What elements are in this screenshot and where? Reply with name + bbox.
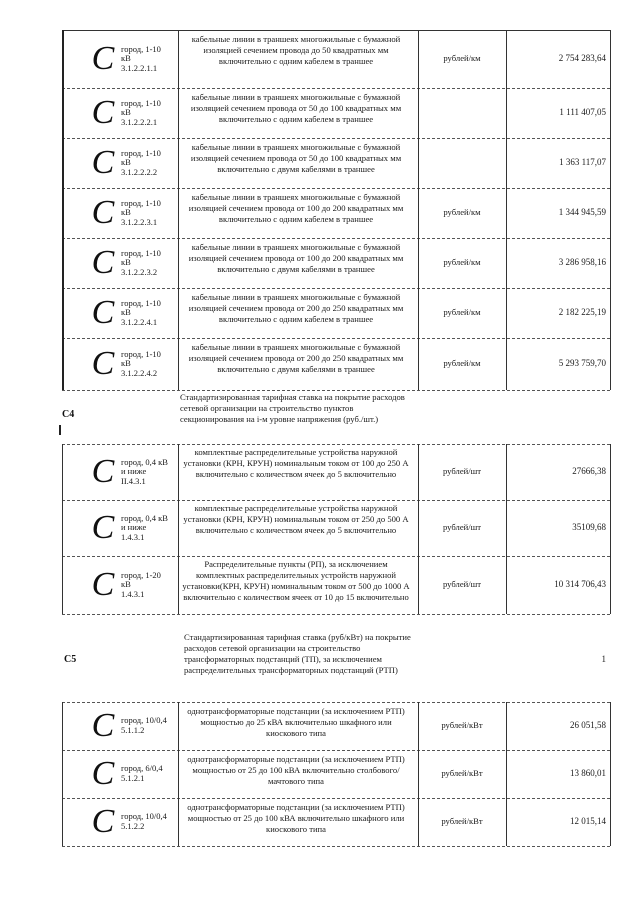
table-row: [0, 338, 640, 390]
row-unit: рублей/кВт: [441, 816, 483, 826]
row-value: 12 015,14: [570, 816, 606, 826]
row-code-line: кВ: [121, 307, 131, 318]
row-divider: [62, 390, 610, 391]
row-code: [121, 45, 177, 74]
row-glyph: C: [91, 566, 115, 603]
row-value: 35109,68: [572, 522, 606, 532]
row-value: 2 182 225,19: [558, 307, 606, 317]
row-code: [121, 716, 177, 735]
row-code-line: город, 0,4 кВ: [121, 456, 168, 467]
row-glyph: C: [91, 509, 115, 546]
row-code-line: город, 1-10: [121, 147, 161, 158]
table-row: [0, 188, 640, 238]
row-code-line: город, 6/0,4: [121, 763, 163, 774]
row-description: кабельные линии в траншеях многожильные с бумажной изоляцией сечением провода до 50 квадратных мм включительно с одним кабелем в траншее: [191, 34, 401, 66]
row-unit: рублей/км: [443, 53, 481, 63]
row-code-line: кВ: [121, 53, 131, 64]
table-row: [0, 702, 640, 750]
section-label-c4: С4: [62, 409, 75, 420]
row-divider: [62, 500, 610, 501]
row-value: 2 754 283,64: [558, 53, 606, 63]
row-divider: [62, 614, 610, 615]
row-value: 1 363 117,07: [559, 157, 606, 167]
row-description: однотрансформаторные подстанции (за исключением РТП) мощностью до 25 кВА включительно шкафного или киоскового типа: [187, 706, 405, 738]
row-description: кабельные линии в траншеях многожильные с бумажной изоляцией сечением провода от 100 до 200 квадратных мм включительно с одним кабелем в траншее: [188, 192, 404, 224]
row-value: 1 111 407,05: [559, 107, 606, 117]
margin-mark: [59, 425, 61, 435]
table-row: [0, 288, 640, 338]
table-row: [0, 238, 640, 288]
row-divider: [62, 138, 610, 139]
row-code: [121, 571, 177, 600]
column-divider: [506, 30, 507, 390]
row-code-line: кВ: [121, 579, 131, 590]
row-divider: [62, 30, 610, 31]
column-divider: [610, 444, 611, 614]
row-description: однотрансформаторные подстанции (за исключением РТП) мощностью от 25 до 100 кВА включительно столбового/мачтового типа: [187, 754, 405, 786]
column-divider: [418, 30, 419, 390]
row-glyph: C: [91, 755, 115, 792]
row-code-line: город, 1-10: [121, 247, 161, 258]
row-divider: [62, 338, 610, 339]
row-description: Распределительные пункты (РП), за исключением комплектных распределительных устройств наружной установки(КРН, КРУН) номинальным током от 500 до 1000 А включительно с количеством ячеек от 10 до 15 включительно: [182, 559, 410, 602]
row-divider: [62, 238, 610, 239]
row-code-line: город, 0,4 кВ: [121, 512, 168, 523]
column-divider: [62, 444, 63, 614]
table-row: [0, 500, 640, 556]
row-code-line: кВ: [121, 358, 131, 369]
row-value: 10 314 706,43: [554, 579, 606, 589]
column-divider: [62, 702, 63, 846]
row-code-line: 3.1.2.2.3.2: [121, 266, 158, 277]
row-divider: [62, 88, 610, 89]
row-description: комплектные распределительные устройства наружной установки (КРН, КРУН) номинальным током от 250 до 500 А включительно с количеством ячеек до 5 включительно: [183, 503, 409, 535]
row-description: однотрансформаторные подстанции (за исключением РТП) мощностью от 25 до 100 кВА включительно шкафного или киоскового типа: [187, 802, 405, 834]
row-divider: [62, 798, 610, 799]
row-description: кабельные линии в траншеях многожильные с бумажной изоляцией сечением провода от 50 до 100 квадратных мм включительно с одним кабелем в траншее: [190, 92, 402, 124]
row-code: [121, 514, 177, 543]
column-divider: [418, 444, 419, 614]
row-divider: [62, 288, 610, 289]
row-glyph: C: [91, 94, 115, 131]
column-divider: [506, 444, 507, 614]
row-code-line: и ниже: [121, 466, 147, 477]
column-divider: [610, 702, 611, 846]
row-divider: [62, 444, 610, 445]
row-unit: рублей/кВт: [441, 768, 483, 778]
row-value: 13 860,01: [570, 768, 606, 778]
column-divider: [178, 30, 179, 390]
table-row: [0, 138, 640, 188]
row-code-line: город, 10/0,4: [121, 715, 167, 726]
column-divider: [178, 702, 179, 846]
row-unit: рублей/шт: [443, 579, 481, 589]
row-code-line: кВ: [121, 157, 131, 168]
row-glyph: C: [91, 345, 115, 382]
row-description: кабельные линии в траншеях многожильные с бумажной изоляцией сечением провода от 200 до 250 квадратных мм включительно с одним кабелем в траншее: [188, 292, 404, 324]
row-code: [121, 149, 177, 178]
row-code-line: кВ: [121, 107, 131, 118]
row-code-line: 1.4.3.1: [121, 531, 145, 542]
row-code-line: 3.1.2.2.4.2: [121, 367, 158, 378]
row-code-line: город, 1-20: [121, 569, 161, 580]
row-divider: [62, 188, 610, 189]
row-code: [121, 99, 177, 128]
row-code-line: 5.1.1.2: [121, 724, 145, 735]
row-code-line: кВ: [121, 207, 131, 218]
row-divider: [62, 702, 610, 703]
row-code-line: город, 1-10: [121, 297, 161, 308]
row-code: [121, 458, 177, 487]
section-description-c5: Стандартизированная тарифная ставка (руб/кВт) на покрытие расходов сетевой организации на строительство трансформаторных подстанций (ТП), за исключением распределительных трансформаторных подстанций (РТП): [184, 632, 411, 675]
row-code: [121, 199, 177, 228]
column-divider: [178, 444, 179, 614]
section-description-c4: Стандартизированная тарифная ставка на покрытие расходов сетевой организации на строительство пунктов секционирования на i-м уровне напряжения (руб./шт.): [180, 392, 405, 424]
row-code: [121, 812, 177, 831]
table-row: [0, 798, 640, 846]
table-row: [0, 88, 640, 138]
row-code-line: и ниже: [121, 522, 147, 533]
row-code-line: 5.1.2.2: [121, 820, 145, 831]
row-description: кабельные линии в траншеях многожильные с бумажной изоляцией сечением провода от 200 до 250 квадратных мм включительно с двумя кабелями в траншее: [188, 342, 404, 374]
row-code-line: 1.4.3.1: [121, 588, 145, 599]
column-divider: [506, 702, 507, 846]
row-divider: [62, 846, 610, 847]
row-glyph: C: [91, 194, 115, 231]
row-code-line: 5.1.2.1: [121, 772, 145, 783]
column-divider: [418, 702, 419, 846]
row-unit: рублей/шт: [443, 522, 481, 532]
row-glyph: C: [91, 453, 115, 490]
row-value: 5 293 759,70: [558, 358, 606, 368]
row-glyph: C: [91, 144, 115, 181]
row-unit: рублей/шт: [443, 466, 481, 476]
section-label-c5: С5: [64, 654, 77, 665]
row-divider: [62, 556, 610, 557]
table-row: [0, 556, 640, 614]
row-divider: [62, 750, 610, 751]
row-unit: рублей/км: [443, 257, 481, 267]
row-code-line: 3.1.2.2.4.1: [121, 316, 158, 327]
row-code: [121, 299, 177, 328]
row-unit: рублей/км: [443, 207, 481, 217]
row-code-line: город, 10/0,4: [121, 811, 167, 822]
row-code-line: город, 1-10: [121, 43, 161, 54]
column-divider: [610, 30, 611, 390]
row-value: 1 344 945,59: [558, 207, 606, 217]
column-divider: [62, 30, 64, 390]
row-unit: рублей/км: [443, 358, 481, 368]
table-row: [0, 750, 640, 798]
row-code-line: кВ: [121, 257, 131, 268]
row-description: кабельные линии в траншеях многожильные с бумажной изоляцией сечением провода от 100 до 200 квадратных мм включительно с двумя кабелями в траншее: [188, 242, 404, 274]
row-glyph: C: [91, 803, 115, 840]
row-value: 26 051,58: [570, 720, 606, 730]
row-code-line: 3.1.2.2.2.1: [121, 116, 158, 127]
row-code-line: город, 1-10: [121, 97, 161, 108]
row-description: комплектные распределительные устройства наружной установки (КРН, КРУН) номинальным током от 100 до 250 А включительно с количеством ячеек до 5 включительно: [183, 447, 409, 479]
row-description: кабельные линии в траншеях многожильные с бумажной изоляцией сечением провода от 50 до 100 квадратных мм включительно с двумя кабелями в траншее: [190, 142, 402, 174]
row-glyph: C: [91, 294, 115, 331]
row-unit: рублей/км: [443, 307, 481, 317]
table-row: [0, 444, 640, 500]
row-code-line: город, 1-10: [121, 197, 161, 208]
row-code: [121, 764, 177, 783]
row-code-line: II.4.3.1: [121, 475, 146, 486]
table-row: [0, 30, 640, 88]
row-glyph: C: [91, 40, 115, 77]
row-code: [121, 350, 177, 379]
row-code-line: 3.1.2.2.3.1: [121, 216, 158, 227]
row-value: 27666,38: [572, 466, 606, 476]
section-value-c5: 1: [601, 654, 606, 664]
row-glyph: C: [91, 244, 115, 281]
row-code-line: город, 1-10: [121, 348, 161, 359]
row-code-line: 3.1.2.2.1.1: [121, 62, 158, 73]
row-unit: рублей/кВт: [441, 720, 483, 730]
row-value: 3 286 958,16: [558, 257, 606, 267]
row-glyph: C: [91, 707, 115, 744]
row-code-line: 3.1.2.2.2.2: [121, 166, 158, 177]
row-code: [121, 249, 177, 278]
